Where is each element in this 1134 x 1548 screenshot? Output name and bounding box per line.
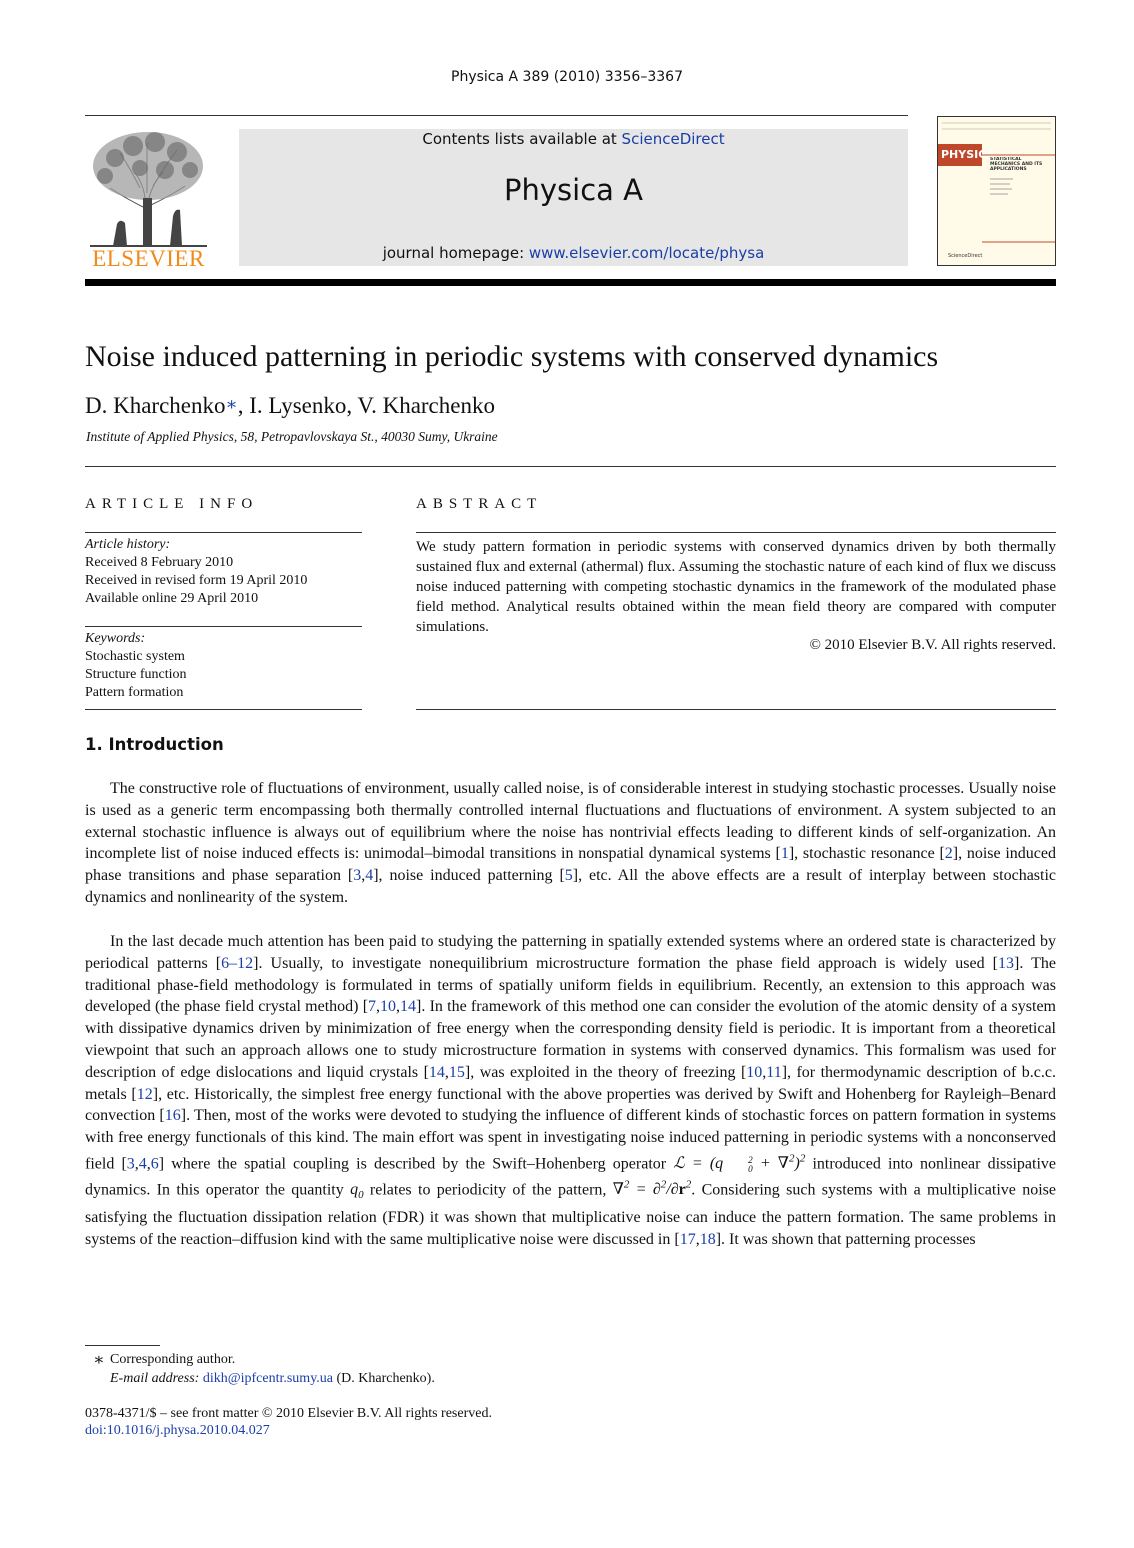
text-run: ], etc. All the above effects are a result of interplay between stochastic dynamics and nonlinearity of the system.: [85, 867, 1057, 906]
reference-link[interactable]: 10: [380, 998, 397, 1016]
history-label: Article history:: [85, 537, 171, 552]
reference-link[interactable]: 5: [564, 867, 573, 885]
abstract-heading: ABSTRACT: [416, 496, 543, 512]
section-rule: [85, 466, 1056, 467]
text-run: The constructive role of fluctuations of environment, usually called noise, is of considerable interest in studying stochastic processes. Usually noise is used as a generic term encompassing both thermally controlled internal fluctuations and fluctuations of environment. A system subjected to an external stochastic influence is always out of equilibrium where the noise has nontrivial effects leading to different kinds of self-organization. An incomplete list of noise induced effects is: unimodal–bimodal transitions in nonspatial dynamical systems [: [85, 780, 1056, 863]
reference-link[interactable]: 18: [699, 1231, 716, 1249]
reference-link[interactable]: 17: [679, 1231, 696, 1249]
reference-link[interactable]: 3: [353, 867, 362, 885]
text-run: ,: [444, 1063, 449, 1081]
sciencedirect-link[interactable]: ScienceDirect: [621, 130, 725, 148]
intro-paragraph-2: [85, 931, 1056, 1251]
contents-prefix: Contents lists available at: [422, 130, 622, 148]
article-title: Noise induced patterning in periodic systems with conserved dynamics: [85, 340, 939, 373]
reference-link[interactable]: 14: [428, 1063, 445, 1081]
text-run: ], stochastic resonance [: [788, 845, 945, 863]
text-run: ]. The traditional phase-field methodology is formulated in terms of spatially uniform fields in equilibrium. Recently, an extension to this approach was developed (the phase field crystal method) [: [85, 954, 1056, 1016]
reference-link[interactable]: 2: [944, 845, 953, 863]
email-owner: (D. Kharchenko).: [333, 1371, 435, 1386]
elsevier-wordmark: ELSEVIER: [92, 246, 205, 271]
footnote-corresponding: Corresponding author.: [110, 1352, 236, 1367]
math-operator-definition: [673, 1152, 806, 1174]
journal-cover-thumbnail: [937, 116, 1056, 266]
text-run: ]. It was shown that patterning processes: [715, 1231, 976, 1249]
text-run: introduced into nonlinear dissipative dynamics. In this operator the quantity: [85, 1155, 1057, 1199]
text-run: ,: [361, 867, 366, 885]
math-sub: 0: [358, 1189, 364, 1202]
text-run: ,: [695, 1231, 700, 1249]
reference-link[interactable]: 1: [780, 845, 789, 863]
article-info-rule: [85, 709, 362, 710]
text-run: ,: [762, 1063, 767, 1081]
article-history: [85, 536, 362, 608]
homepage-prefix: journal homepage:: [382, 244, 529, 262]
author-rest: , I. Lysenko, V. Kharchenko: [237, 393, 495, 418]
text-run: ], noise induced patterning [: [373, 867, 565, 885]
cover-footer: ScienceDirect: [948, 253, 983, 259]
text-run: . Considering such systems with a multiplicative noise satisfying the fluctuation dissipation relation (FDR) it was shown that multiplicative noise can induce the pattern formation. The same problems in systems of the reaction–diffusion kind with the same multiplicative noise were discussed in [: [85, 1181, 1057, 1249]
article-info-rule: [85, 532, 362, 533]
journal-banner: [239, 129, 908, 266]
abstract-copyright: © 2010 Elsevier B.V. All rights reserved.: [809, 637, 1056, 653]
math-sup: 2: [623, 1179, 630, 1192]
section-heading-introduction: 1. Introduction: [85, 735, 224, 754]
math-run: ): [794, 1155, 800, 1173]
text-run: ], for thermodynamic description of b.c.c. metals [: [85, 1063, 1057, 1103]
reference-link[interactable]: 6–12: [221, 954, 254, 972]
history-received: Received 8 February 2010: [85, 555, 234, 570]
footnote-star: ∗: [93, 1350, 105, 1369]
keywords-block: [85, 630, 362, 702]
math-sup: 2: [660, 1179, 667, 1192]
math-sup: 2: [799, 1152, 806, 1165]
front-matter-issn: 0378-4371/$ – see front matter © 2010 Elsevier B.V. All rights reserved.: [85, 1406, 492, 1421]
article-info-heading: ARTICLE INFO: [85, 496, 259, 512]
history-revised: Received in revised form 19 April 2010: [85, 573, 308, 588]
header-thick-rule: [85, 279, 1056, 286]
intro-paragraph-1: [85, 778, 1056, 909]
math-run: /∂: [666, 1181, 679, 1199]
reference-link[interactable]: 4: [365, 867, 374, 885]
abstract-rule: [416, 709, 1056, 710]
email-label: E-mail address:: [110, 1371, 203, 1386]
abstract-text: We study pattern formation in periodic systems with conserved dynamics driven by both thermally sustained flux and external (athermal) flux. Assuming the stochastic nature of each kind of flux we discuss noise induced patterning with competing stochastic dynamics in the framework of the modulated phase field method. Analytical results obtained within the mean field theory are compared with computer simulations.: [416, 539, 1056, 635]
keyword: Structure function: [85, 667, 187, 682]
math-sub: 0: [748, 1163, 753, 1174]
footnote-email-line: [110, 1371, 435, 1387]
author-first: D. Kharchenko: [85, 393, 226, 418]
text-run: ,: [134, 1155, 139, 1173]
math-run: q: [350, 1181, 359, 1199]
text-run: ], noise induced phase transitions and phase separation [: [85, 845, 1057, 885]
footnote-rule: [85, 1345, 160, 1346]
reference-link[interactable]: 16: [164, 1107, 181, 1125]
text-run: ], etc. Historically, the simplest free energy functional with the above properties was derived by Swift and Hohenberg for Rayleigh–Benard convection [: [85, 1085, 1056, 1125]
contents-line: [239, 130, 908, 148]
reference-link[interactable]: 4: [138, 1155, 147, 1173]
math-sup: 2: [788, 1152, 795, 1165]
keywords-label: Keywords:: [85, 631, 146, 646]
keyword: Pattern formation: [85, 685, 184, 700]
header-rule: [85, 115, 908, 116]
journal-citation: Physica A 389 (2010) 3356–3367: [451, 69, 683, 85]
cover-title: PHYSICA: [941, 148, 995, 161]
text-run: relates to periodicity of the pattern,: [363, 1181, 613, 1199]
doi-link[interactable]: doi:10.1016/j.physa.2010.04.027: [85, 1423, 270, 1438]
reference-link[interactable]: 11: [766, 1063, 782, 1081]
journal-name: Physica A: [504, 173, 643, 207]
text-run: ]. In the framework of this method one can consider the evolution of the atomic density of a system with dissipative dynamics driven by minimization of free energy when the corresponding density field is periodic. It is important from a theoretical viewpoint that such an approach allows one to study microstructure formation in systems with conserved dynamics. This formalism was used for description of edge dislocations and liquid crystals [: [85, 998, 1057, 1081]
math-run: ℒ = (q: [673, 1155, 724, 1173]
reference-link[interactable]: 15: [448, 1063, 465, 1081]
math-q0: [350, 1181, 364, 1202]
reference-link[interactable]: 3: [126, 1155, 135, 1173]
keyword: Stochastic system: [85, 649, 185, 664]
history-online: Available online 29 April 2010: [85, 591, 259, 606]
corresponding-author-mark[interactable]: ∗: [225, 394, 238, 414]
reference-link[interactable]: 6: [150, 1155, 159, 1173]
text-run: In the last decade much attention has been paid to studying the patterning in spatially extended systems where an ordered state is characterized by periodical patterns [: [85, 933, 1056, 972]
text-run: ,: [396, 998, 401, 1016]
text-run: ,: [376, 998, 381, 1016]
text-run: ]. Then, most of the works were devoted to studying the influence of different kinds of stochastic forces on pattern formation in systems with free energy functionals of this kind. The main effort was spent in investigating noise induced patterning in periodic systems with a nonconserved field [: [85, 1107, 1056, 1173]
homepage-line: [239, 244, 908, 262]
author-email-link[interactable]: dikh@ipfcentr.sumy.ua: [202, 1371, 333, 1386]
article-info-rule: [85, 626, 362, 627]
journal-homepage-link[interactable]: www.elsevier.com/locate/physa: [528, 244, 765, 262]
math-run: = ∂: [629, 1181, 661, 1199]
reference-link[interactable]: 13: [998, 954, 1014, 972]
doi-line: [85, 1423, 270, 1439]
math-run: + ∇: [752, 1155, 789, 1173]
cover-subtitle: STATISTICAL MECHANICS AND ITS APPLICATIONS: [990, 157, 1043, 172]
text-run: ,: [146, 1155, 151, 1173]
math-sup: 2: [748, 1154, 753, 1165]
reference-link[interactable]: 7: [368, 998, 377, 1016]
math-run: r: [678, 1181, 686, 1199]
math-run: ∇: [612, 1181, 624, 1199]
text-run: ] where the spatial coupling is described by the Swift–Hohenberg operator: [158, 1155, 674, 1173]
reference-link[interactable]: 10: [746, 1063, 763, 1081]
author-affiliation: Institute of Applied Physics, 58, Petropavlovskaya St., 40030 Sumy, Ukraine: [86, 429, 498, 444]
reference-link[interactable]: 14: [400, 998, 417, 1016]
author-list: [85, 393, 495, 419]
math-laplacian: [613, 1181, 692, 1198]
text-run: ], was exploited in the theory of freezing [: [464, 1063, 747, 1081]
reference-link[interactable]: 12: [136, 1085, 153, 1103]
text-run: ]. Usually, to investigate nonequilibrium microstructure formation the phase field approach is widely used [: [253, 954, 998, 972]
abstract-rule: [416, 532, 1056, 533]
math-sup: 2: [685, 1179, 692, 1192]
